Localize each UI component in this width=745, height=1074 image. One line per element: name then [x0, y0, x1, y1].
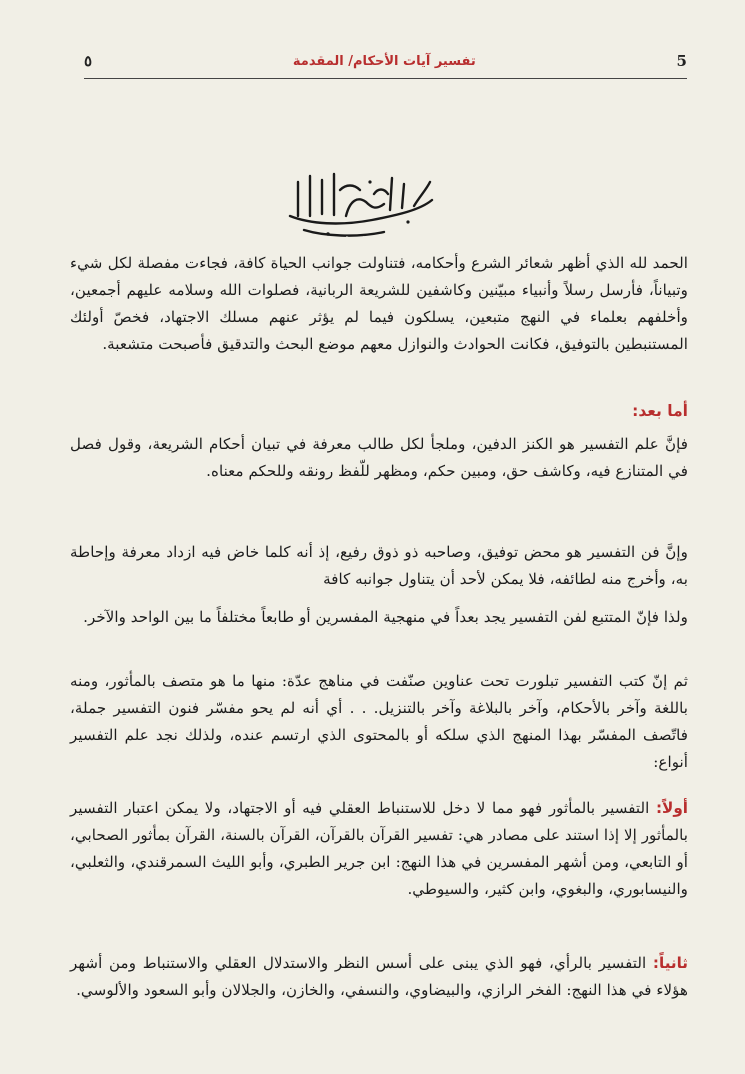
- paragraph-methodologies-text: ولذا فإنّ المتتبع لفن التفسير يجد بعداً في منهجية المفسرين أو طابعاً مختلفاً ما بين الواحد والآخر.: [83, 608, 688, 626]
- paragraph-tafsir-books-text: ثم إنّ كتب التفسير تبلورت تحت عناوين صنّفت في مناهج عدّة: منها ما هو متصف بالمأثور، ومنه باللغة وآخر بالأحكام، وآخر بالبلاغة وآخر بالتنزيل. . . أي أنه لم يحو مفسّر فنون التفسير جملة، فاتّصف المفسّر بهذا المنهج الذي سلكه أو بالمحتوى الذي ارتسم عنده، ولذلك نجد علم التفسير أنواع:: [70, 672, 688, 771]
- section-heading: أما بعد:: [632, 402, 688, 420]
- paragraph-second-type: [70, 950, 688, 1004]
- page-header: [84, 46, 687, 76]
- running-title: تفسير آيات الأحكام/ المقدمة: [292, 53, 476, 69]
- page-number-arabic: ٥: [84, 52, 93, 70]
- paragraph-tafsir-art: [70, 539, 688, 593]
- basmala-calligraphy-graphic: [280, 160, 440, 242]
- second-type-text: التفسير بالرأي، فهو الذي يبنى على أسس النظر والاستدلال العقلي والاستنباط ومن أشهر هؤلاء في هذا النهج: الفخر الرازي، والبيضاوي، والنسفي، والخازن، والجلالان وأبو السعود والألوسي.: [70, 954, 688, 999]
- paragraph-methodologies: [70, 604, 688, 631]
- paragraph-praise-text: الحمد لله الذي أظهر شعائر الشرع وأحكامه، فتناولت جوانب الحياة كافة، فجاءت مفصلة لكل شيء وتبياناً، فأرسل رسلاً وأنبياء مبيّنين وكاشفين للشريعة الربانية، فصلوات الله وسلامه عليهم أجمعين، وأخلفهم بعلماء في النهج متبعين، يسلكون فيما لم يؤثر عنهم مسلك الاجتهاد، فخصّ أولئك المستنبطين بالتوفيق، فكانت الحوادث والنوازل معهم موضع البحث والتدقيق فأصبحت متشعبة.: [70, 254, 688, 353]
- first-type-text: التفسير بالمأثور فهو مما لا دخل للاستنباط العقلي فيه أو الاجتهاد، ولا يمكن اعتبار التفسير بالمأثور إلا إذا استند على مصادر هي: تفسير القرآن بالقرآن، القرآن بالسنة، القرآن بمأثور الصحابي، أو التابعي، ومن أشهر المفسرين في هذا النهج: ابن جرير الطبري، وأبو الليث السمرقندي، والثعلبي، والنيسابوري، والبغوي، وابن كثير، والسيوطي.: [70, 799, 688, 898]
- second-type-label: ثانياً:: [652, 954, 689, 972]
- page-number-latin: 5: [676, 52, 687, 70]
- header-divider: [84, 78, 687, 79]
- paragraph-first-type: [70, 795, 688, 903]
- first-type-label: أولاً:: [655, 799, 688, 817]
- paragraph-praise: [70, 250, 688, 358]
- paragraph-tafsir-art-text: وإنَّ فن التفسير هو محض توفيق، وصاحبه ذو ذوق رفيع، إذ أنه كلما خاض فيه ازداد معرفة وإحاطة به، وأخرج منه لطائفه، فلا يمكن لأحد أن يتناول جوانبه كافة: [70, 543, 688, 588]
- paragraph-tafsir-treasure-text: فإنَّ علم التفسير هو الكنز الدفين، وملجأ لكل طالب معرفة في تبيان أحكام الشريعة، وقول فصل في المتنازع فيه، وكاشف حق، ومبين حكم، ومظهر للّفظ رونقه وللحكم معناه.: [70, 435, 688, 480]
- paragraph-tafsir-treasure: [70, 431, 688, 485]
- basmala-calligraphy: [280, 160, 440, 242]
- basmala-text: بسم الله الرحمن الرحيم: [334, 236, 386, 242]
- paragraph-tafsir-books: [70, 668, 688, 776]
